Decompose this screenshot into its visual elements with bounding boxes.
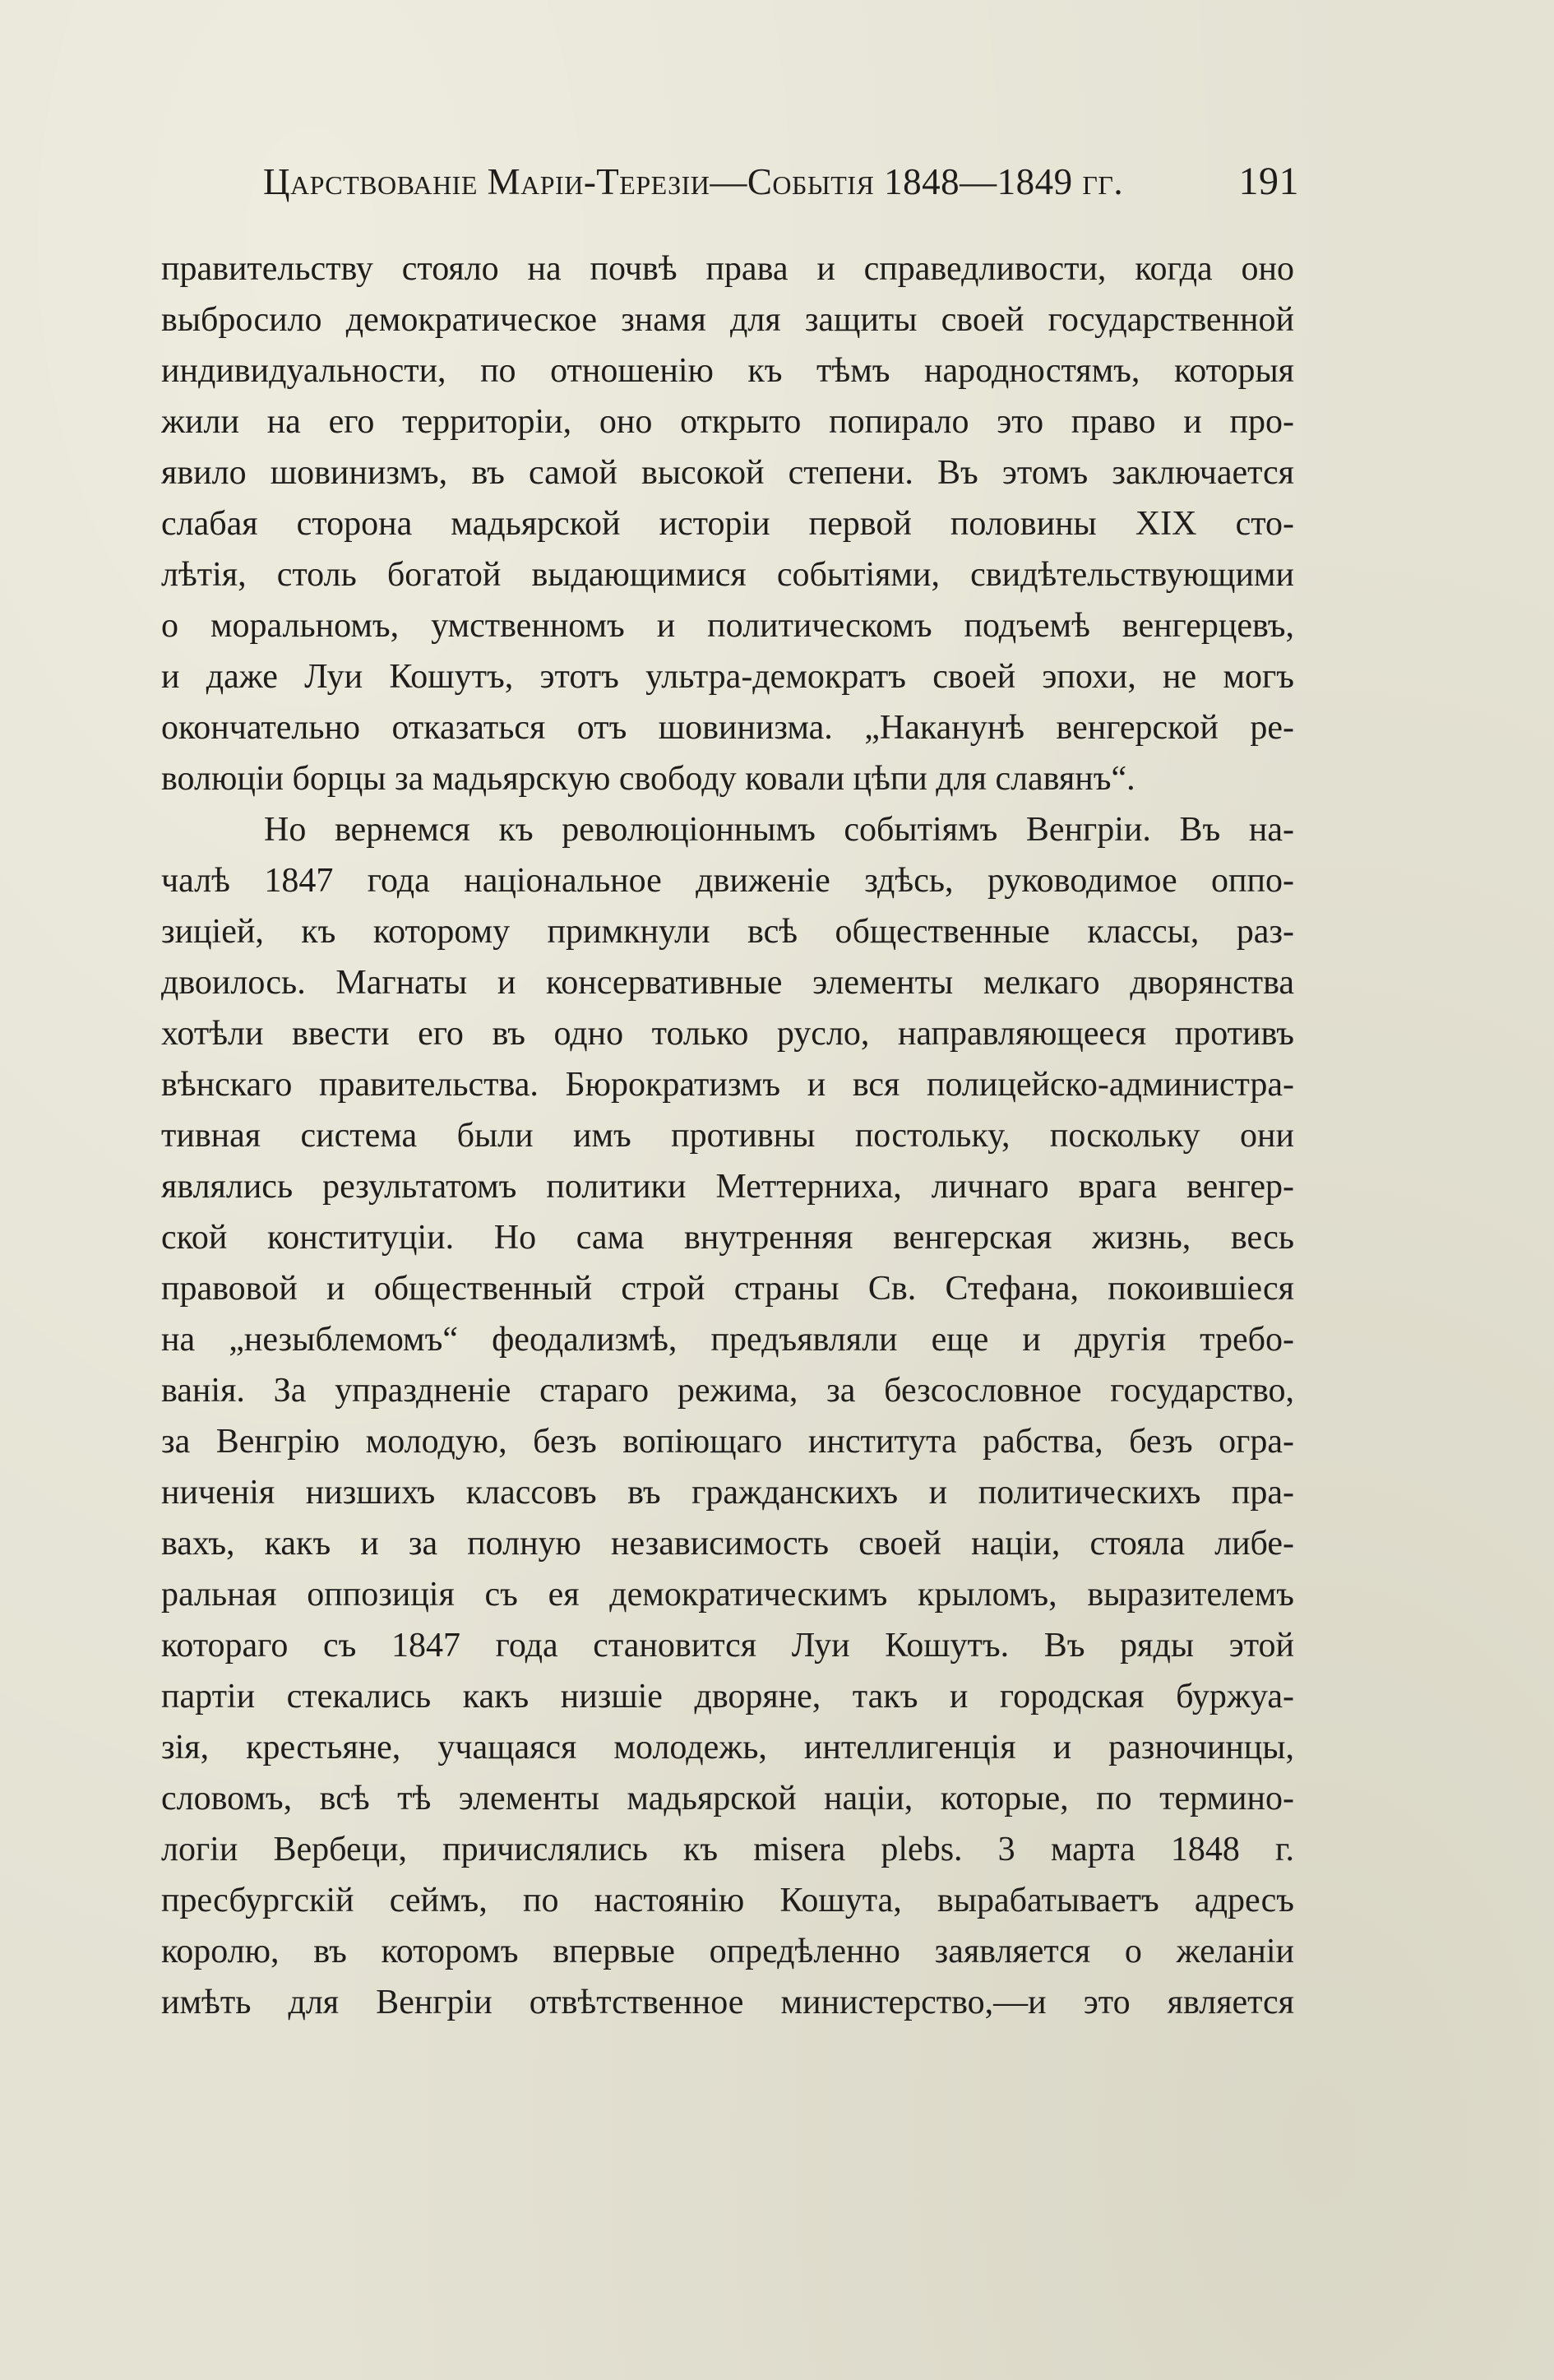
text-line: чалѣ 1847 года національное движеніе здѣсь, руководимое оппо- (161, 862, 1294, 900)
text-line: на „незыблемомъ“ феодализмѣ, предъявляли еще и другія требо- (161, 1321, 1294, 1359)
paragraph-end-line: волюціи борцы за мадьярскую свободу ковали цѣпи для славянъ“. (161, 760, 1135, 798)
text-line: котораго съ 1847 года становится Луи Кошутъ. Въ ряды этой (161, 1627, 1294, 1665)
text-line: ниченія низшихъ классовъ въ гражданскихъ и политическихъ пра- (161, 1474, 1294, 1512)
chapter-title: Царствованіе Маріи-Терезіи—Событія 1848—1849 гг. (263, 161, 1124, 202)
body-text (161, 243, 1294, 2028)
text-line: и даже Луи Кошутъ, этотъ ультра-демократъ своей эпохи, не могъ (161, 658, 1294, 696)
text-line: ской конституціи. Но сама внутренняя венгерская жизнь, весь (161, 1219, 1294, 1257)
text-line: словомъ, всѣ тѣ элементы мадьярской націи, которые, по термино- (161, 1780, 1294, 1817)
text-line: вахъ, какъ и за полную независимость своей націи, стояла либе- (161, 1525, 1294, 1563)
text-line: имѣть для Венгріи отвѣтственное министерство,—и это является (161, 1984, 1294, 2021)
text-line: зія, крестьяне, учащаяся молодежь, интеллигенція и разночинцы, (161, 1729, 1294, 1766)
text-line: зиціей, къ которому примкнули всѣ общественные классы, раз- (161, 913, 1294, 951)
text-line: окончательно отказаться отъ шовинизма. „Наканунѣ венгерской ре- (161, 709, 1294, 747)
text-line: жили на его территоріи, оно открыто попирало это право и про- (161, 403, 1294, 441)
text-line: явило шовинизмъ, въ самой высокой степени. Въ этомъ заключается (161, 454, 1294, 492)
text-line: ральная оппозиція съ ея демократическимъ крыломъ, выразителемъ (161, 1576, 1294, 1614)
text-line: партіи стекались какъ низшіе дворяне, такъ и городская буржуа- (161, 1678, 1294, 1716)
text-line: хотѣли ввести его въ одно только русло, направляющееся противъ (161, 1015, 1294, 1053)
text-line: правительству стояло на почвѣ права и справедливости, когда оно (161, 250, 1294, 288)
text-line: вѣнскаго правительства. Бюрократизмъ и вся полицейско-администра- (161, 1066, 1294, 1104)
text-line: являлись результатомъ политики Меттерниха, личнаго врага венгер- (161, 1168, 1294, 1206)
text-line: слабая сторона мадьярской исторіи первой половины XIX сто- (161, 505, 1294, 543)
text-line: ванія. За упраздненіе стараго режима, за безсословное государство, (161, 1372, 1294, 1410)
text-line: правовой и общественный строй страны Св. Стефана, покоившіеся (161, 1270, 1294, 1308)
text-line: лѣтія, столь богатой выдающимися событіями, свидѣтельствующими (161, 556, 1294, 594)
paragraph-start-line: Но вернемся къ революціоннымъ событіямъ Венгріи. Въ на- (264, 811, 1294, 849)
text-line: за Венгрію молодую, безъ вопіющаго института рабства, безъ огра- (161, 1423, 1294, 1461)
text-line: двоилось. Магнаты и консервативные элементы мелкаго дворянства (161, 964, 1294, 1002)
text-line: тивная система были имъ противны постольку, поскольку они (161, 1117, 1294, 1155)
text-line: логіи Вербеци, причислялись къ misera plebs. 3 марта 1848 г. (161, 1831, 1294, 1868)
text-line: королю, въ которомъ впервые опредѣленно заявляется о желаніи (161, 1933, 1294, 1970)
text-line: индивидуальности, по отношенію къ тѣмъ народностямъ, которыя (161, 352, 1294, 390)
page-number: 191 (1238, 160, 1299, 203)
text-line: пресбургскій сеймъ, по настоянію Кошута, вырабатываетъ адресъ (161, 1882, 1294, 1919)
text-line: выбросило демократическое знамя для защиты своей государственной (161, 301, 1294, 339)
running-header (263, 153, 1299, 211)
text-line: о моральномъ, умственномъ и политическомъ подъемѣ венгерцевъ, (161, 607, 1294, 645)
